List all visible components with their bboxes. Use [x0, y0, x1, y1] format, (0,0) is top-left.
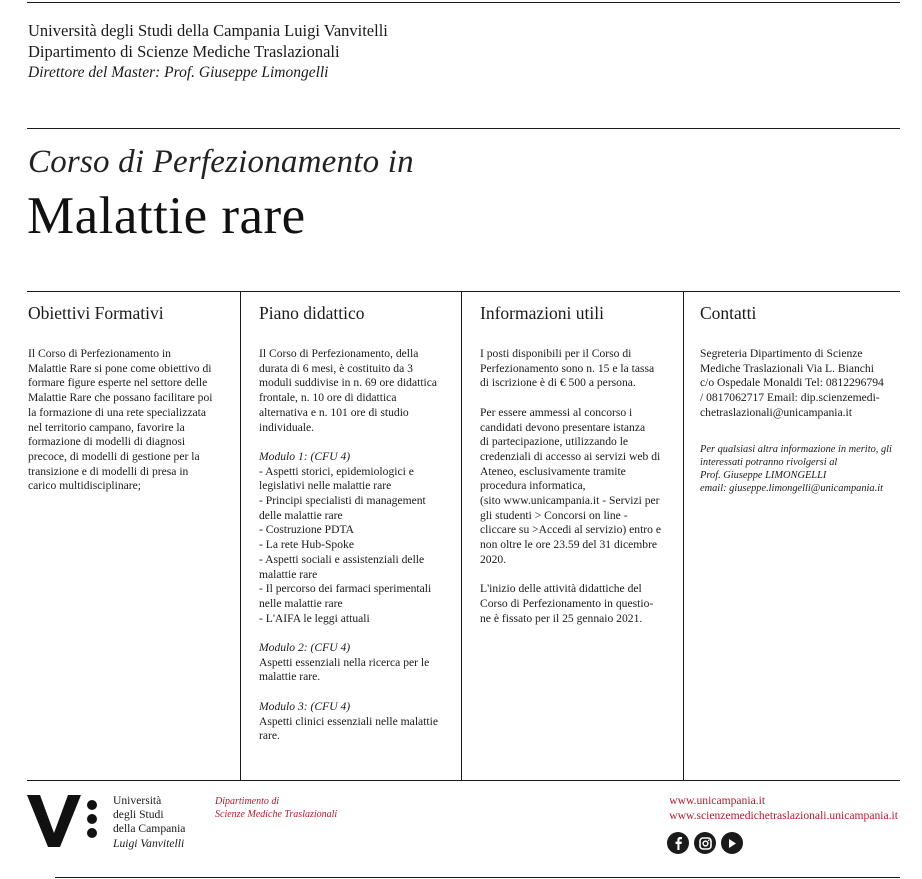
info-line: ne è fissato per il 25 gennaio 2021. [480, 611, 643, 625]
obiettivi-line: Malattie Rare si pone come obiettivo di [28, 361, 212, 375]
contact-note-line: Per qualsiasi altra informazione in merito, gli [700, 443, 892, 455]
link-department-site[interactable]: www.scienzemedichetraslazionali.unicampania.it [669, 808, 898, 822]
column-title-info: Informazioni utili [480, 303, 604, 323]
contact-line: Mediche Traslazionali Via L. Bianchi [700, 361, 874, 375]
bottom-rule [55, 877, 900, 878]
contact-line: c/o Ospedale Monaldi Tel: 0812296794 [700, 376, 884, 390]
column-title-obiettivi: Obiettivi Formativi [28, 303, 164, 323]
obiettivi-line: formare figure esperte nel settore delle [28, 376, 208, 390]
piano-intro-line: individuale. [259, 420, 315, 434]
module-3-title: Modulo 3: (CFU 4) [259, 699, 351, 713]
module-1-line: - Costruzione PDTA [259, 523, 355, 537]
info-line: I posti disponibili per il Corso di [480, 347, 632, 360]
obiettivi-line: formazione di modelli di diagnosi [28, 435, 186, 449]
module-1-line: - Il percorso dei farmaci sperimentali [259, 582, 432, 596]
obiettivi-line: Malattie Rare che possano facilitare poi [28, 391, 213, 405]
info-line: candidati devono presentare istanza [480, 420, 646, 434]
contact-note-line: email: giuseppe.limongelli@unicampania.it [700, 483, 883, 495]
course-title: Malattie rare [27, 187, 306, 245]
module-1-line: - Aspetti sociali e assistenziali delle [259, 552, 425, 566]
director-line: Direttore del Master: Prof. Giuseppe Limongelli [28, 64, 329, 81]
contact-line: Segreteria Dipartimento di Scienze [700, 347, 863, 360]
footer-uni-name: Luigi Vanvitelli [113, 836, 185, 850]
piano-intro-line: durata di 6 mesi, è costituito da 3 [259, 361, 413, 375]
info-line: credenziali di accesso ai servizi web di [480, 449, 661, 463]
info-columns [27, 291, 900, 781]
module-1-line: nelle malattie rare [259, 596, 343, 610]
course-prefix: Corso di Perfezionamento in [28, 144, 414, 180]
piano-intro-line: alternativa e n. 101 ore di studio [259, 405, 409, 419]
obiettivi-line: nel territorio campano, favorire la [28, 420, 185, 434]
column-obiettivi [27, 292, 240, 780]
module-1-line: malattie rare [259, 567, 318, 581]
instagram-icon[interactable] [694, 832, 716, 854]
module-1-line: delle malattie rare [259, 508, 343, 522]
contact-line: / 0817062717 Email: dip.scienzemedi- [700, 391, 880, 405]
top-rule [27, 2, 900, 3]
info-line: non oltre le ore 23.59 del 31 dicembre [480, 538, 658, 552]
info-line: (sito www.unicampania.it - Servizi per [480, 494, 660, 508]
module-3-line: Aspetti clinici essenziali nelle malattie [259, 714, 438, 728]
piano-intro-line: moduli suddivise in n. 69 ore didattica [259, 376, 438, 390]
column-title-piano: Piano didattico [259, 303, 365, 323]
module-2-title: Modulo 2: (CFU 4) [259, 641, 351, 655]
footer-links [669, 794, 898, 823]
info-line: di iscrizione è di € 500 a persona. [480, 376, 636, 390]
module-1-line: - La rete Hub-Spoke [259, 538, 354, 552]
facebook-icon[interactable] [667, 832, 689, 854]
obiettivi-line: carico multidisciplinare; [28, 479, 141, 493]
piano-intro-line: Il Corso di Perfezionamento, della [259, 347, 419, 360]
footer-uni-line: degli Studi [113, 808, 164, 822]
university-name: Università degli Studi della Campania Luigi Vanvitelli [28, 21, 388, 40]
header-block [28, 20, 388, 83]
info-line: L'inizio delle attività didattiche del [480, 582, 642, 596]
info-line: Perfezionamento sono n. 15 e la tassa [480, 361, 655, 375]
column-info [461, 292, 683, 780]
youtube-icon[interactable] [721, 832, 743, 854]
contact-note [700, 443, 900, 496]
obiettivi-line: Il Corso di Perfezionamento in [28, 347, 171, 360]
module-1-line: legislativi nelle malattie rare [259, 479, 392, 493]
department-name: Dipartimento di Scienze Mediche Traslazionali [28, 42, 340, 61]
info-line: di partecipazione, utilizzando le [480, 435, 629, 449]
module-3-line: rare. [259, 729, 280, 743]
footer-department [215, 795, 337, 821]
contact-note-line: Prof. Giuseppe LIMONGELLI [700, 469, 827, 481]
header-rule [27, 128, 900, 129]
footer-university [113, 794, 185, 851]
info-line: Corso di Perfezionamento in questio- [480, 596, 654, 610]
module-2-line: malattie rare. [259, 670, 321, 684]
footer-dept-line: Dipartimento di [215, 796, 280, 807]
info-line: 2020. [480, 552, 507, 566]
footer-uni-line: della Campania [113, 822, 186, 836]
column-piano [240, 292, 461, 780]
info-line: procedura informatica, [480, 479, 586, 493]
social-icons [667, 832, 743, 854]
module-1-line: - L'AIFA le leggi attuali [259, 611, 370, 625]
module-1-title: Modulo 1: (CFU 4) [259, 449, 351, 463]
footer-dept-line: Scienze Mediche Traslazionali [215, 809, 338, 820]
obiettivi-line: precoce, di modelli di gestione per la [28, 449, 200, 463]
piano-intro-line: frontale, n. 10 ore di didattica [259, 391, 397, 405]
column-title-contatti: Contatti [700, 303, 757, 323]
info-line: Ateneo, esclusivamente tramite [480, 464, 626, 478]
module-1-line: - Principi specialisti di management [259, 494, 426, 508]
module-2-line: Aspetti essenziali nella ricerca per le [259, 655, 430, 669]
info-line: gli studenti > Concorsi on line - [480, 508, 628, 522]
footer-uni-line: Università [113, 794, 162, 807]
info-line: Per essere ammessi al concorso i [480, 405, 633, 419]
contact-line: chetraslazionali@unicampania.it [700, 405, 852, 419]
vanvitelli-logo [27, 793, 103, 849]
obiettivi-line: transizione e di modelli di presa in [28, 464, 189, 478]
contact-note-line: interessati potranno rivolgersi al [700, 456, 838, 468]
module-1-line: - Aspetti storici, epidemiologici e [259, 464, 414, 478]
info-line: cliccare su >Accedi al servizio) entro e [480, 523, 661, 537]
link-unicampania[interactable]: www.unicampania.it [669, 794, 766, 807]
column-contatti [683, 292, 900, 780]
obiettivi-line: la formazione di una rete specializzata [28, 405, 206, 419]
